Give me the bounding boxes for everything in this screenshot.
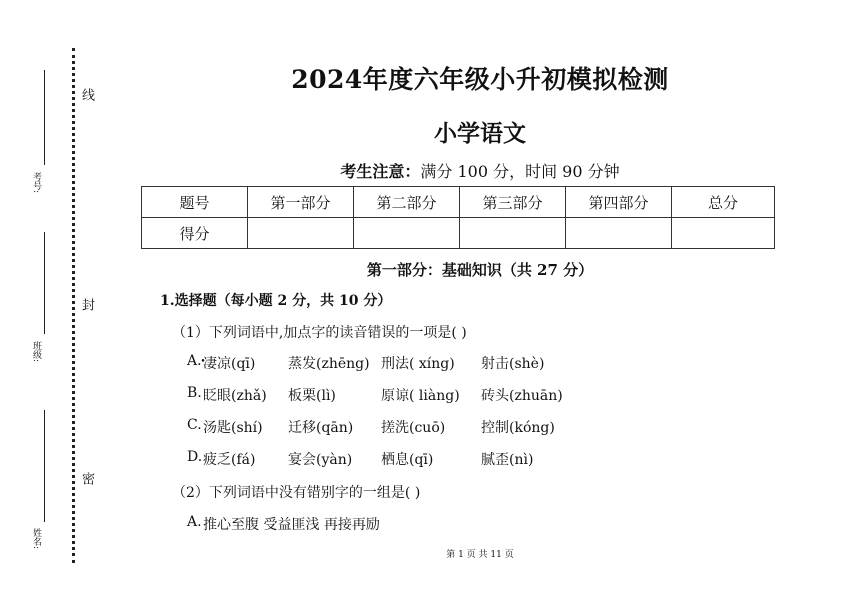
label-kaohao: 考号: [31, 172, 41, 194]
option-word: 栖息(qī) [381, 452, 434, 468]
score-cell [354, 218, 460, 249]
option-word: 凄凉(qī) [203, 356, 256, 372]
header-cell: 第三部分 [460, 187, 566, 218]
header-cell: 第四部分 [566, 187, 672, 218]
option-label: D. [187, 449, 203, 465]
option-label: B. [187, 385, 202, 401]
score-row-label: 得分 [142, 218, 248, 249]
section-title: 第一部分：基础知识（共 27 分） [366, 261, 594, 279]
option-word: 砖头(zhuān) [481, 388, 563, 404]
notice-text: 满分 100 分，时间 90 分钟 [420, 162, 620, 181]
option-word: 蒸发(zhēng) [288, 356, 370, 372]
score-cell [460, 218, 566, 249]
option-word: 眨眼(zhǎ) [203, 388, 267, 404]
exam-notice [0, 159, 860, 182]
option-word: 射击(shè) [481, 356, 545, 372]
score-table [141, 186, 775, 249]
label-xingming: 姓名: [31, 528, 41, 550]
seal-word-xian: 线 [79, 88, 94, 101]
score-cell [672, 218, 775, 249]
xingming-line [44, 410, 45, 522]
subquestion-1: （1）下列词语中,加点字的读音错误的一项是( ) [172, 325, 467, 341]
option-label: A. [187, 353, 202, 369]
option-word: 疲乏(fá) [203, 452, 256, 468]
option-word: 宴会(yàn) [288, 452, 353, 468]
score-value-row [142, 218, 775, 249]
option-word: 控制(kóng) [481, 420, 555, 436]
label-banji: 班级: [31, 341, 41, 363]
exam-title: 2024年度六年级小升初模拟检测 [291, 65, 669, 94]
header-cell: 第一部分 [248, 187, 354, 218]
header-cell: 题号 [142, 187, 248, 218]
page-footer: 第 1 页 共 11 页 [446, 550, 514, 560]
option-word: 迁移(qān) [288, 420, 354, 436]
notice-label: 考生注意： [340, 162, 421, 181]
score-header-row [142, 187, 775, 218]
header-cell: 第二部分 [354, 187, 460, 218]
question-1-title: 1.选择题（每小题 2 分，共 10 分） [160, 293, 392, 309]
option-word: 腻歪(nì) [481, 452, 534, 468]
seal-word-mi: 密 [79, 472, 94, 485]
score-cell [566, 218, 672, 249]
subquestion-2: （2）下列词语中没有错别字的一组是( ) [172, 485, 421, 501]
seal-word-feng: 封 [79, 298, 94, 311]
score-cell [248, 218, 354, 249]
exam-subject: 小学语文 [434, 120, 526, 147]
option-word: 推心至腹 受益匪浅 再接再励 [203, 517, 380, 533]
option-word: 刑法( xíng) [381, 356, 455, 372]
emphasis-dot [203, 357, 217, 371]
option-word: 汤匙(shí) [203, 420, 263, 436]
option-word: 搓洗(cuō) [381, 420, 446, 436]
option-word: 原谅( liàng) [381, 388, 460, 404]
header-cell: 总分 [672, 187, 775, 218]
banji-line [44, 232, 45, 334]
option-label: A. [187, 514, 202, 530]
option-word: 板栗(lì) [288, 388, 336, 404]
option-label: C. [187, 417, 202, 433]
